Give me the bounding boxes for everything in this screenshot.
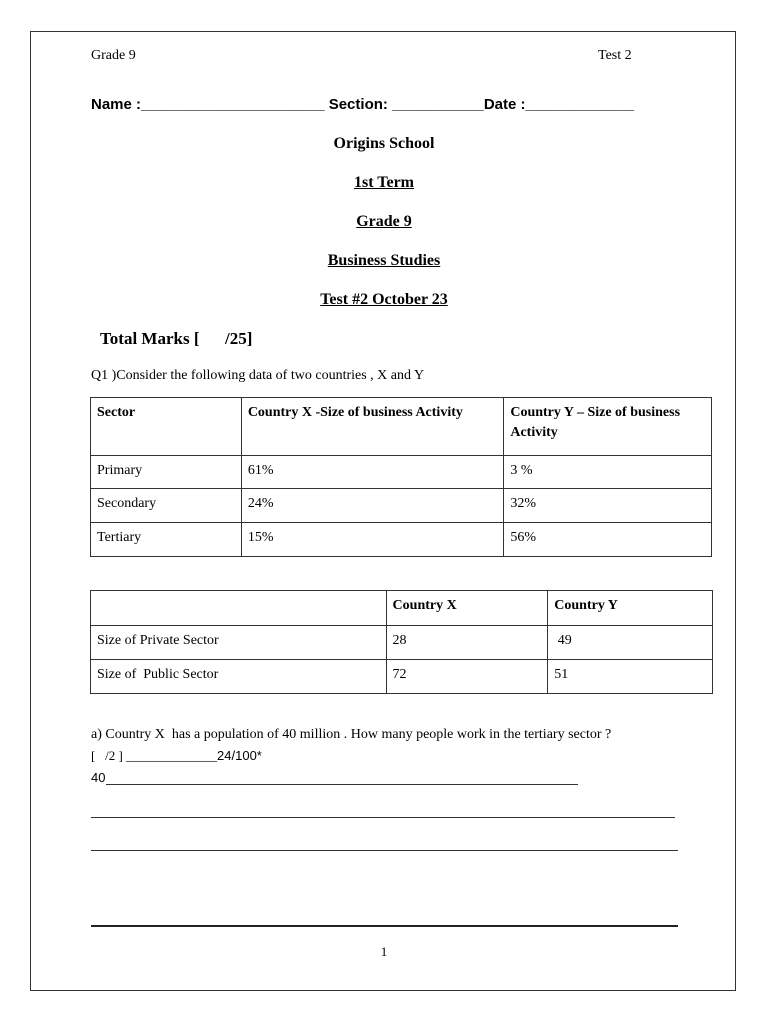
table-header-row bbox=[91, 591, 713, 626]
sector-size-table bbox=[90, 590, 713, 694]
table-row bbox=[91, 626, 713, 660]
term-heading: 1st Term bbox=[354, 174, 414, 191]
table-header-row bbox=[91, 398, 712, 456]
table-cell: 15% bbox=[241, 523, 504, 557]
table-cell: Primary bbox=[91, 456, 242, 489]
table-header-cell: Country Y – Size of business Activity bbox=[504, 398, 712, 456]
table-cell: 56% bbox=[504, 523, 712, 557]
name-section-date-line: Name :______________________ Section: ___________Date :_____________ bbox=[91, 96, 634, 113]
test-heading: Test #2 October 23 bbox=[320, 291, 448, 308]
answer-line-3 bbox=[91, 850, 678, 851]
table-cell: Size of Public Sector bbox=[91, 660, 387, 694]
table-header-cell: Country Y bbox=[548, 591, 713, 626]
test-label: Test 2 bbox=[598, 48, 632, 63]
table-cell: 51 bbox=[548, 660, 713, 694]
table-row bbox=[91, 489, 712, 523]
school-name: Origins School bbox=[333, 135, 435, 152]
marks-bracket: [ /2 ] ______________ bbox=[91, 748, 218, 763]
table-cell: Secondary bbox=[91, 489, 242, 523]
table-row bbox=[91, 523, 712, 557]
handwritten-answer-2: 40 bbox=[91, 770, 106, 785]
total-marks: Total Marks [ /25] bbox=[100, 329, 253, 348]
table-header-cell: Country X bbox=[386, 591, 548, 626]
marks-answer-line bbox=[91, 748, 262, 764]
table-cell: 28 bbox=[386, 626, 548, 660]
table-cell: 32% bbox=[504, 489, 712, 523]
question-1-prompt: Q1 )Consider the following data of two countries , X and Y bbox=[91, 368, 425, 383]
table-cell: 72 bbox=[386, 660, 548, 694]
handwritten-answer: 24/100* bbox=[217, 748, 262, 763]
table-cell: Size of Private Sector bbox=[91, 626, 387, 660]
table-cell: 49 bbox=[548, 626, 713, 660]
question-1a-text: a) Country X has a population of 40 million . How many people work in the tertiary sector ? bbox=[91, 727, 612, 742]
page-number: 1 bbox=[380, 944, 388, 959]
table-cell: 61% bbox=[241, 456, 504, 489]
bottom-rule bbox=[91, 925, 678, 927]
answer-line-2 bbox=[91, 817, 675, 818]
table-cell: 24% bbox=[241, 489, 504, 523]
table-cell: 3 % bbox=[504, 456, 712, 489]
table-cell: Tertiary bbox=[91, 523, 242, 557]
sector-activity-table bbox=[90, 397, 712, 557]
table-header-cell bbox=[91, 591, 387, 626]
grade-heading: Grade 9 bbox=[356, 213, 412, 230]
subject-heading: Business Studies bbox=[327, 252, 441, 269]
answer-line-1 bbox=[106, 784, 578, 785]
table-header-cell: Sector bbox=[91, 398, 242, 456]
table-row bbox=[91, 660, 713, 694]
table-row bbox=[91, 456, 712, 489]
answer-line-1-row bbox=[91, 770, 105, 786]
grade-label: Grade 9 bbox=[91, 48, 136, 63]
table-header-cell: Country X -Size of business Activity bbox=[241, 398, 504, 456]
